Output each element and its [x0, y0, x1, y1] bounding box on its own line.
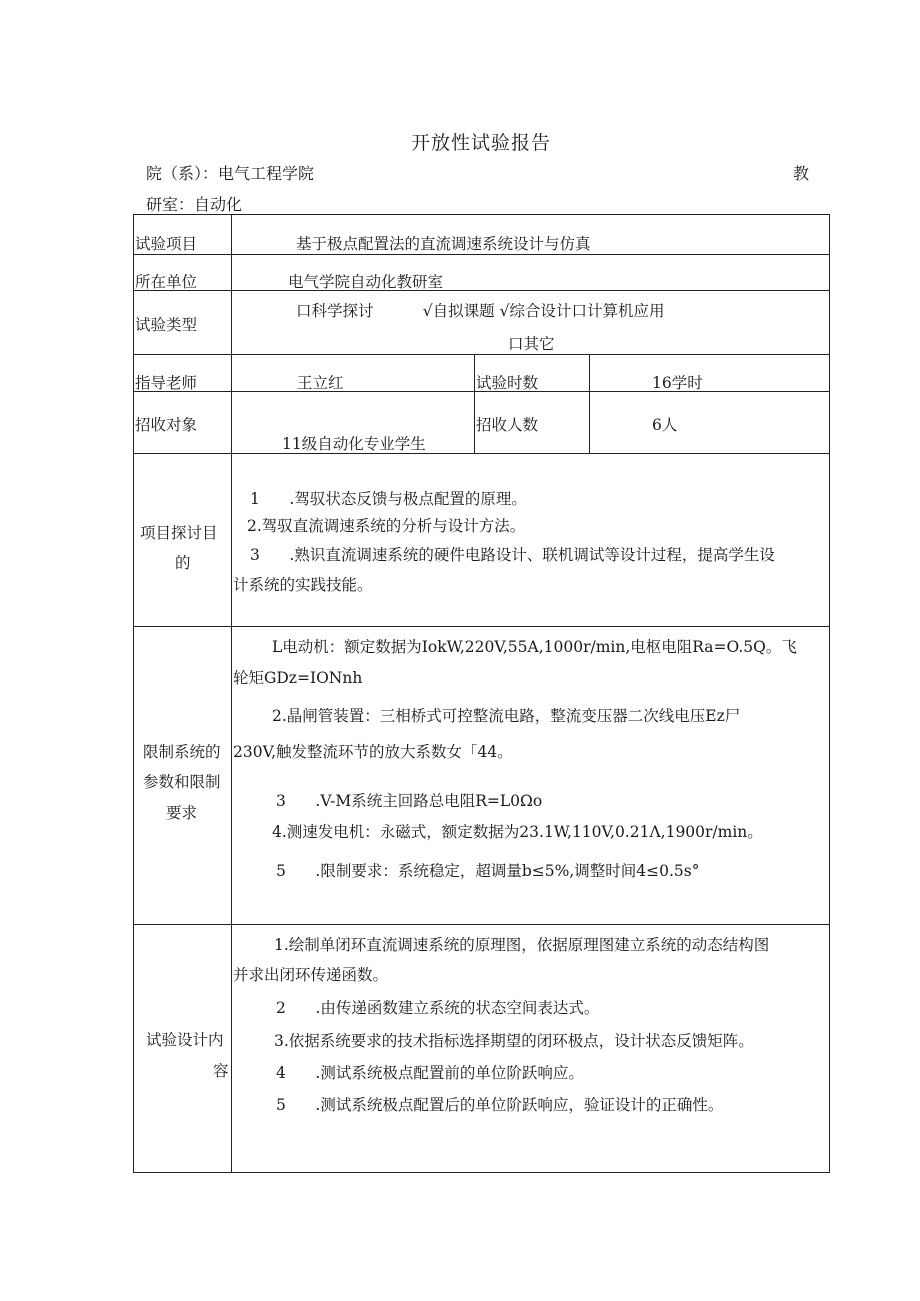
limits-item: 230V,触发整流环节的放大系数女「44。: [233, 743, 513, 761]
table-col-divider: [231, 214, 232, 1173]
table-rule: [133, 290, 830, 291]
office-line: 研室：自动化: [146, 195, 243, 214]
limits-item: 3 .V-M系统主回路总电阻R=L0Ωo: [276, 792, 543, 810]
teacher-label: 指导老师: [135, 374, 198, 392]
table-rule: [133, 453, 830, 454]
limits-item: 2.晶闸管装置：三相桥式可控整流电路，整流变压器二次线电压Ez尸: [272, 707, 741, 725]
design-item: 4 .测试系统极点配置前的单位阶跃响应。: [276, 1064, 584, 1082]
hours-value: 16学时: [652, 374, 703, 392]
count-label: 招收人数: [476, 416, 539, 434]
table-rule: [133, 924, 830, 925]
purpose-item: 3 .熟识直流调速系统的硬件电路设计、联机调试等设计过程，提高学生设: [250, 546, 775, 564]
purpose-item: 1 .驾驭状态反馈与极点配置的原理。: [250, 490, 527, 508]
table-border-right: [829, 214, 830, 1173]
design-label-line2: 容: [213, 1062, 229, 1080]
design-item: 3.依据系统要求的技术指标选择期望的闭环极点，设计状态反馈矩阵。: [274, 1032, 754, 1050]
table-col-divider: [589, 354, 590, 453]
limits-label-line3: 要求: [166, 804, 198, 822]
unit-label: 所在单位: [135, 273, 198, 291]
purpose-label-line2: 的: [175, 554, 191, 572]
limits-item: 5 .限制要求：系统稳定，超调量b≤5%,调整时间4≤0.5s°: [276, 862, 700, 880]
type-options: 口科学探讨 √自拟课题 √综合设计口计算机应用: [296, 302, 665, 320]
limits-item: L电动机：额定数据为IokW,220V,55A,1000r/min,电枢电阻Ra=O.5Q。飞: [272, 638, 797, 656]
table-rule: [133, 354, 830, 355]
table-rule: [133, 254, 830, 255]
design-label-line1: 试验设计内: [146, 1031, 224, 1049]
table-col-divider: [474, 354, 475, 453]
unit-value: 电气学院自动化教研室: [288, 273, 444, 291]
header-jiao: 教: [793, 164, 810, 183]
design-item: 1.绘制单闭环直流调速系统的原理图，依据原理图建立系统的动态结构图: [274, 936, 770, 954]
table-border-top: [133, 214, 830, 215]
limits-label-line1: 限制系统的: [143, 743, 221, 761]
hours-label: 试验时数: [476, 374, 539, 392]
target-value: 11级自动化专业学生: [282, 435, 426, 453]
purpose-item: 计系统的实践技能。: [233, 576, 373, 594]
design-item: 2 .由传递函数建立系统的状态空间表达式。: [276, 999, 600, 1017]
page-title: 开放性试验报告: [411, 132, 552, 154]
college-line: 院（系）：电气工程学院: [146, 164, 315, 183]
type-label: 试验类型: [135, 316, 198, 334]
limits-item: 轮矩GDz=IONnh: [233, 669, 363, 687]
design-item: 5 .测试系统极点配置后的单位阶跃响应，验证设计的正确性。: [276, 1096, 724, 1114]
target-label: 招收对象: [135, 416, 198, 434]
limits-label-line2: 参数和限制: [143, 773, 221, 791]
limits-item: 4.测速发电机：永磁式，额定数据为23.1W,110V,0.21Λ,1900r/min。: [272, 823, 763, 841]
table-rule: [133, 626, 830, 627]
purpose-label-line1: 项目探讨目: [140, 524, 218, 542]
table-border-bottom: [133, 1172, 830, 1173]
design-item: 并求出闭环传递函数。: [233, 966, 389, 984]
count-value: 6人: [652, 416, 678, 434]
project-value: 基于极点配置法的直流调速系统设计与仿真: [296, 235, 591, 253]
table-border-left: [133, 214, 134, 1173]
project-label: 试验项目: [135, 235, 198, 253]
teacher-name: 王立红: [297, 374, 344, 392]
purpose-item: 2.驾驭直流调速系统的分析与设计方法。: [247, 517, 526, 535]
type-other: 口其它: [508, 335, 555, 353]
